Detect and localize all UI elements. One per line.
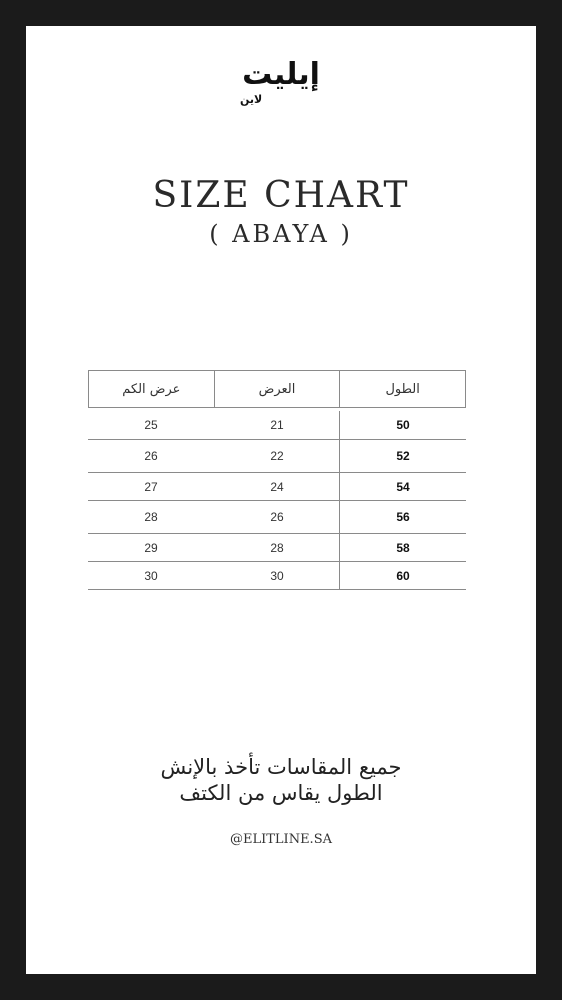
table-row (88, 411, 466, 440)
cell-width: 22 (270, 449, 284, 463)
cell-sleeve: 28 (144, 510, 158, 524)
cell-length: 58 (396, 540, 410, 555)
table-row (88, 501, 466, 534)
cell-sleeve: 26 (144, 449, 158, 463)
cell-length: 50 (396, 418, 410, 432)
cell-width: 26 (270, 510, 284, 524)
cell-sleeve: 25 (144, 418, 158, 432)
cell-width: 24 (270, 479, 284, 494)
cell-length: 60 (396, 568, 410, 583)
header-length: الطول (385, 381, 420, 397)
cell-sleeve: 30 (144, 568, 158, 583)
table-row (88, 440, 466, 473)
social-handle: @ELITLINE.SA (230, 832, 332, 847)
column-divider (339, 411, 340, 590)
cell-width: 30 (270, 568, 284, 583)
table-row (88, 562, 466, 590)
size-table (88, 370, 466, 590)
cell-sleeve: 29 (144, 540, 158, 555)
header-width: العرض (215, 371, 341, 407)
table-body (88, 411, 466, 590)
brand-logo: إيليت (242, 57, 320, 92)
table-row (88, 534, 466, 562)
header-sleeve-width: عرض الكم (89, 371, 215, 407)
cell-length: 52 (396, 449, 410, 463)
note-line-1: جميع المقاسات تأخذ بالإنش (160, 755, 402, 779)
measurement-note (26, 754, 536, 806)
cell-length: 56 (396, 510, 410, 524)
page-subtitle: ( ABAYA ) (209, 220, 353, 248)
cell-sleeve: 27 (144, 479, 158, 494)
cell-width: 21 (270, 418, 284, 432)
cell-width: 28 (270, 540, 284, 555)
table-header (88, 370, 466, 408)
page-title: SIZE CHART (152, 175, 410, 216)
table-row (88, 473, 466, 501)
cell-length: 54 (396, 479, 410, 494)
brand-logo-subtext: لاين (240, 93, 263, 106)
note-line-2: الطول يقاس من الكتف (179, 781, 383, 805)
size-chart-card (26, 26, 536, 974)
